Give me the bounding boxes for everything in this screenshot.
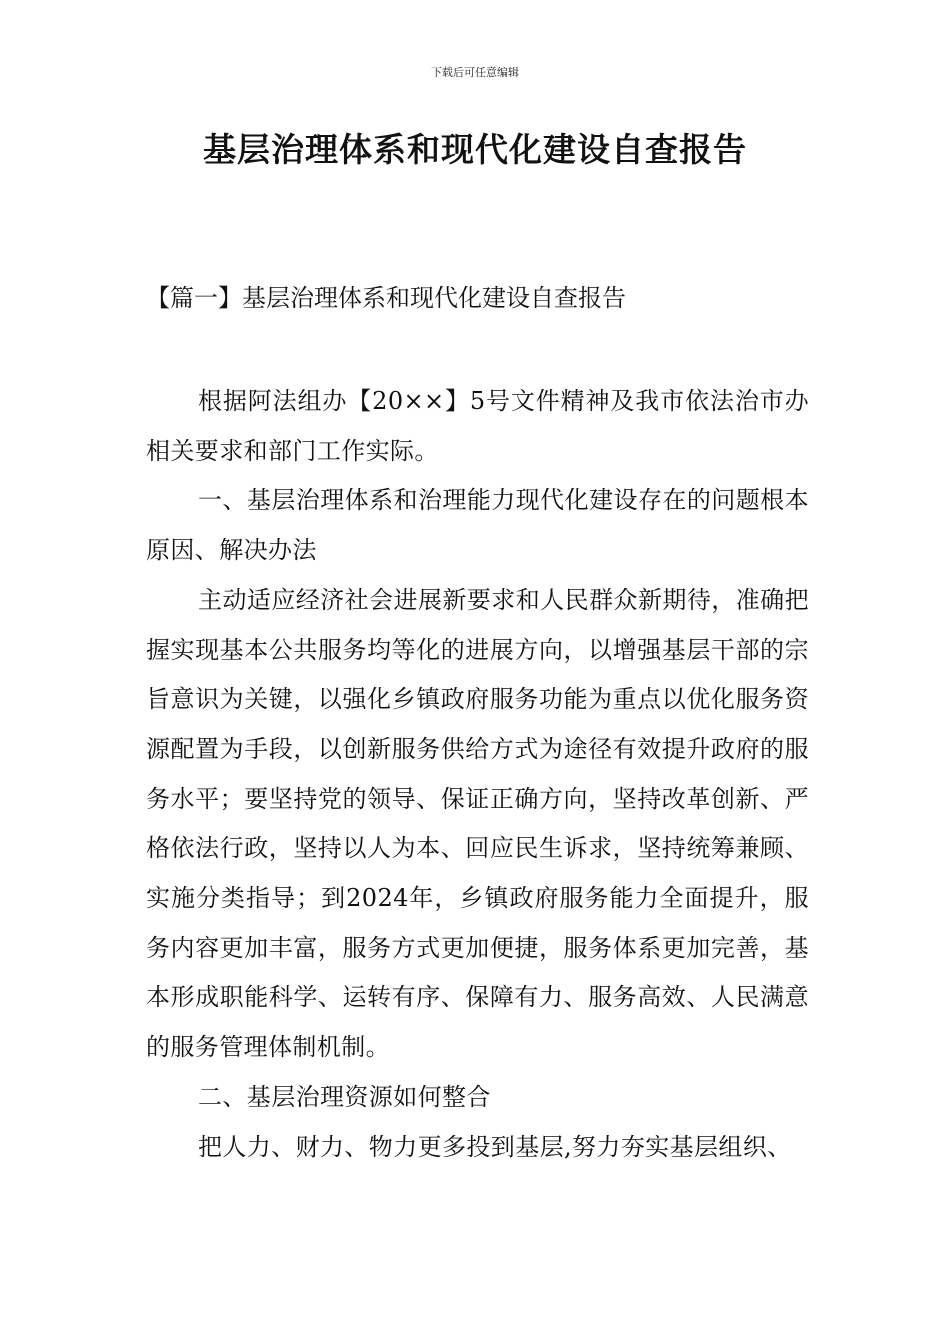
section-heading: 【篇一】基层治理体系和现代化建设自查报告 (146, 284, 626, 312)
paragraph-heading-two: 二、基层治理资源如何整合 (198, 1082, 491, 1111)
document-title: 基层治理体系和现代化建设自查报告 (203, 130, 747, 169)
paragraph-main: 主动适应经济社会进展新要求和人民群众新期待，准确把握实现基本公共服务均等化的进展方向，以增强基层干部的宗旨意识为关键，以强化乡镇政府服务功能为重点以优化服务资源配置为手段，以创新服务供给方式为途径有效提升政府的服务水平；要坚持党的领导、保证正确方向，坚持改革创新、严格依法行政，坚持以人为本、回应民生诉求，坚持统筹兼顾、实施分类指导；到2024年，乡镇政府服务能力全面提升，服务内容更加丰富，服务方式更加便捷，服务体系更加完善，基本形成职能科学、运转有序、保障有力、服务高效、人民满意的服务管理体制机制。 (146, 585, 809, 1062)
document-body (146, 377, 809, 1172)
paragraph-heading-one: 一、基层治理体系和治理能力现代化建设存在的问题根本原因、解决办法 (146, 486, 809, 565)
header-note: 下载后可任意编辑 (431, 66, 519, 79)
paragraph-resources: 把人力、财力、物力更多投到基层,努力夯实基层组织、 (198, 1132, 792, 1161)
paragraph-intro: 根据阿法组办【20××】5号文件精神及我市依法治市办相关要求和部门工作实际。 (146, 387, 809, 465)
